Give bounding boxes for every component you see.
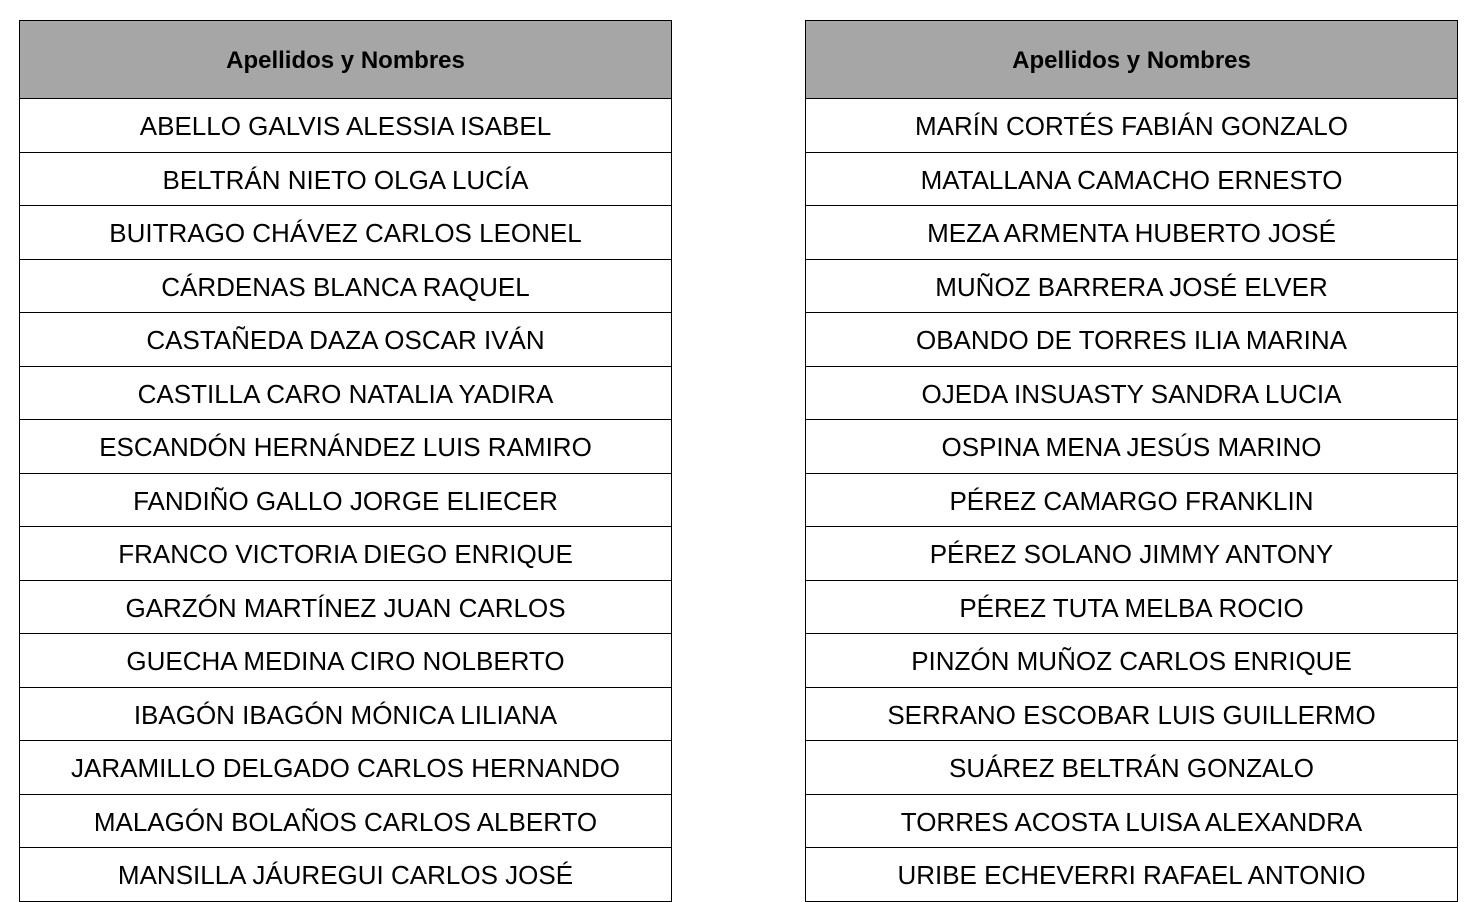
table-row bbox=[20, 366, 672, 420]
name-cell: SERRANO ESCOBAR LUIS GUILLERMO bbox=[806, 687, 1458, 741]
table-row bbox=[806, 527, 1458, 581]
names-table-right bbox=[805, 20, 1458, 902]
table-header-row bbox=[20, 21, 672, 99]
table-row bbox=[20, 687, 672, 741]
table-row bbox=[20, 580, 672, 634]
name-cell: OBANDO DE TORRES ILIA MARINA bbox=[806, 313, 1458, 367]
table-row bbox=[806, 794, 1458, 848]
column-header: Apellidos y Nombres bbox=[806, 21, 1458, 99]
name-cell: MARÍN CORTÉS FABIÁN GONZALO bbox=[806, 99, 1458, 153]
name-cell: MALAGÓN BOLAÑOS CARLOS ALBERTO bbox=[20, 794, 672, 848]
table-row bbox=[20, 473, 672, 527]
name-cell: URIBE ECHEVERRI RAFAEL ANTONIO bbox=[806, 848, 1458, 902]
names-table-left bbox=[19, 20, 672, 902]
table-row bbox=[806, 473, 1458, 527]
table-row bbox=[806, 634, 1458, 688]
name-cell: PÉREZ TUTA MELBA ROCIO bbox=[806, 580, 1458, 634]
name-cell: MUÑOZ BARRERA JOSÉ ELVER bbox=[806, 259, 1458, 313]
table-row bbox=[20, 152, 672, 206]
name-cell: PÉREZ SOLANO JIMMY ANTONY bbox=[806, 527, 1458, 581]
name-cell: SUÁREZ BELTRÁN GONZALO bbox=[806, 741, 1458, 795]
name-cell: OSPINA MENA JESÚS MARINO bbox=[806, 420, 1458, 474]
table-row bbox=[20, 420, 672, 474]
name-cell: MANSILLA JÁUREGUI CARLOS JOSÉ bbox=[20, 848, 672, 902]
name-cell: CASTILLA CARO NATALIA YADIRA bbox=[20, 366, 672, 420]
table-row bbox=[20, 634, 672, 688]
table-row bbox=[20, 848, 672, 902]
name-cell: IBAGÓN IBAGÓN MÓNICA LILIANA bbox=[20, 687, 672, 741]
column-header: Apellidos y Nombres bbox=[20, 21, 672, 99]
name-cell: JARAMILLO DELGADO CARLOS HERNANDO bbox=[20, 741, 672, 795]
table-row bbox=[806, 687, 1458, 741]
table-row bbox=[20, 313, 672, 367]
table-row bbox=[806, 313, 1458, 367]
table-row bbox=[806, 152, 1458, 206]
name-cell: CASTAÑEDA DAZA OSCAR IVÁN bbox=[20, 313, 672, 367]
table-row bbox=[20, 206, 672, 260]
table-row bbox=[806, 99, 1458, 153]
name-cell: GUECHA MEDINA CIRO NOLBERTO bbox=[20, 634, 672, 688]
table-row bbox=[806, 848, 1458, 902]
name-cell: ABELLO GALVIS ALESSIA ISABEL bbox=[20, 99, 672, 153]
name-cell: MEZA ARMENTA HUBERTO JOSÉ bbox=[806, 206, 1458, 260]
name-cell: FANDIÑO GALLO JORGE ELIECER bbox=[20, 473, 672, 527]
table-row bbox=[20, 527, 672, 581]
name-cell: CÁRDENAS BLANCA RAQUEL bbox=[20, 259, 672, 313]
table-row bbox=[20, 259, 672, 313]
name-cell: TORRES ACOSTA LUISA ALEXANDRA bbox=[806, 794, 1458, 848]
table-row bbox=[806, 420, 1458, 474]
table-header-row bbox=[806, 21, 1458, 99]
table-row bbox=[20, 794, 672, 848]
table-row bbox=[806, 206, 1458, 260]
table-row bbox=[806, 366, 1458, 420]
name-cell: GARZÓN MARTÍNEZ JUAN CARLOS bbox=[20, 580, 672, 634]
table-row bbox=[20, 99, 672, 153]
table-row bbox=[806, 259, 1458, 313]
name-cell: PINZÓN MUÑOZ CARLOS ENRIQUE bbox=[806, 634, 1458, 688]
name-cell: MATALLANA CAMACHO ERNESTO bbox=[806, 152, 1458, 206]
table-row bbox=[20, 741, 672, 795]
name-cell: BELTRÁN NIETO OLGA LUCÍA bbox=[20, 152, 672, 206]
table-row bbox=[806, 580, 1458, 634]
name-cell: PÉREZ CAMARGO FRANKLIN bbox=[806, 473, 1458, 527]
name-cell: ESCANDÓN HERNÁNDEZ LUIS RAMIRO bbox=[20, 420, 672, 474]
name-cell: OJEDA INSUASTY SANDRA LUCIA bbox=[806, 366, 1458, 420]
table-row bbox=[806, 741, 1458, 795]
name-cell: BUITRAGO CHÁVEZ CARLOS LEONEL bbox=[20, 206, 672, 260]
name-cell: FRANCO VICTORIA DIEGO ENRIQUE bbox=[20, 527, 672, 581]
